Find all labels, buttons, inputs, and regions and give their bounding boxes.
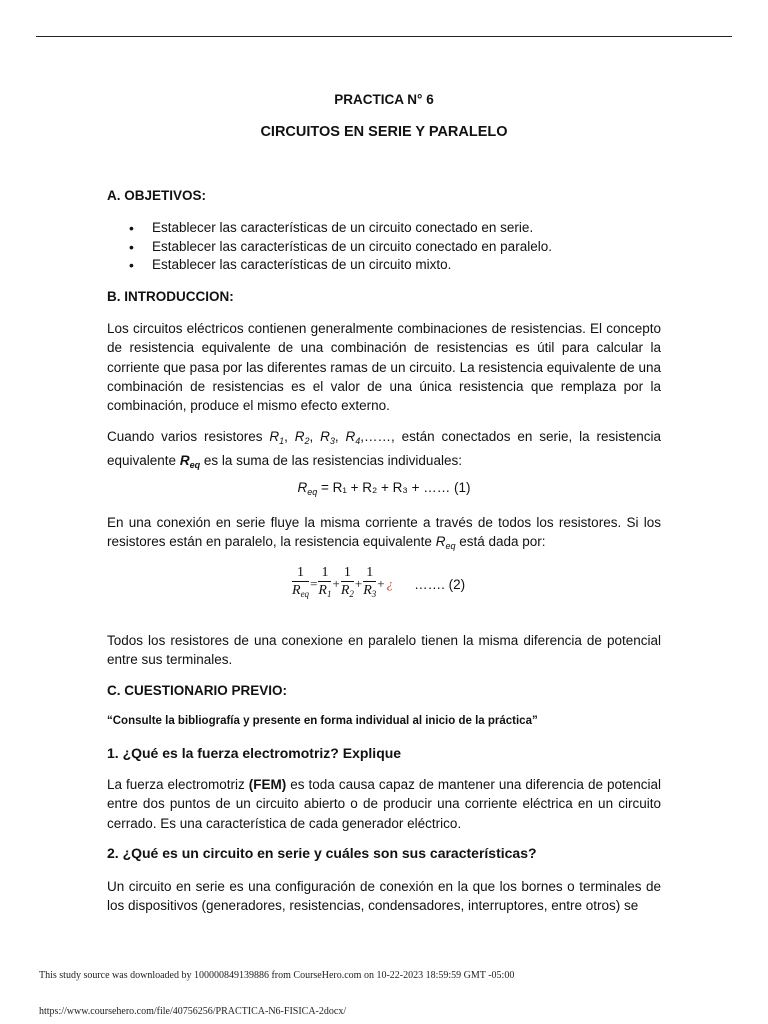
question-1: 1. ¿Qué es la fuerza electromotriz? Explique xyxy=(107,745,402,761)
intro-paragraph-4: Todos los resistores de una conexione en paralelo tienen la misma diferencia de potencial entre sus terminales. xyxy=(107,633,661,668)
question-2: 2. ¿Qué es un circuito en serie y cuáles son sus características? xyxy=(107,845,537,861)
introduccion-heading: B. INTRODUCCION: xyxy=(107,289,234,304)
answer-1: La fuerza electromotriz (FEM) es toda causa capaz de mantener una diferencia de potencial entre dos puntos de un circuito abierto o de producir una corriente eléctrica en un circuito cerrado. Es una característica de cada generador eléctrico. xyxy=(107,777,661,831)
fraction-r3: $\frac{1}{R_3}$ xyxy=(363,565,377,599)
top-rule xyxy=(36,36,732,37)
intro-paragraph-1: Los circuitos eléctricos contienen generalmente combinaciones de resistencias. El concepto de resistencia equivalente de una combinación de resistencias es útil para calcular la corriente que pasa por las diferentes ramas de un circuito. La resistencia equivalente de una combinación de resistencias es el valor de una única resistencia que remplaza por la combinación, produce el mismo efecto externo. xyxy=(107,321,661,414)
objetivos-heading: A. OBJETIVOS: xyxy=(107,188,207,203)
footer-source: This study source was downloaded by 100000849139886 from CourseHero.com on 10-22-2023 18:59:59 GMT -05:00 xyxy=(39,970,515,981)
objetivos-list xyxy=(129,219,552,275)
fraction-req: $\frac{1}{R_{eq}}$ xyxy=(292,565,310,599)
intro-paragraph-3: En una conexión en serie fluye la misma corriente a través de todos los resistores. Si los resistores están en paralelo, la resistencia equivalente $R_{eq}$ está dada por: xyxy=(107,515,661,552)
equation-parallel: $\frac{1}{R_{eq}}$ = $\frac{1}{R_1}$ + $\frac{1}{R_2}$ + $\frac{1}{R_3}$ + ¿ ……. (2) xyxy=(292,565,465,603)
fraction-r1: $\frac{1}{R_1}$ xyxy=(318,565,332,599)
page-title: PRACTICA N° 6 xyxy=(334,92,434,107)
intro-paragraph-2: Cuando varios resistores $R_1$, $R_2$, $R_3$, $R_4,\dots\dots$, están conectados en serie, la resistencia equivalente $R_{eq}$ es la suma de las resistencias individuales: xyxy=(107,429,661,471)
fraction-r2: $\frac{1}{R_2}$ xyxy=(340,565,354,599)
page-subtitle: CIRCUITOS EN SERIE Y PARALELO xyxy=(260,124,508,140)
cuestionario-heading: C. CUESTIONARIO PREVIO: xyxy=(107,683,288,698)
list-item: • Establecer las características de un circuito mixto. xyxy=(129,256,552,275)
footer-url[interactable]: https://www.coursehero.com/file/40756256/PRACTICA-N6-FISICA-2docx/ xyxy=(39,1006,347,1017)
list-item: • Establecer las características de un circuito conectado en paralelo. xyxy=(129,238,552,257)
equation-series: $R_{eq} = R_1 + R_2 + R_3$ + …… (1) xyxy=(297,480,471,497)
list-item: • Establecer las características de un circuito conectado en serie. xyxy=(129,219,552,238)
answer-2: Un circuito en serie es una configuración de conexión en la que los bornes o terminales de los dispositivos (generadores, resistencias, condensadores, interruptores, entre otros) se xyxy=(107,879,661,914)
cuestionario-note: “Consulte la bibliografía y presente en forma individual al inicio de la práctica” xyxy=(107,715,538,727)
